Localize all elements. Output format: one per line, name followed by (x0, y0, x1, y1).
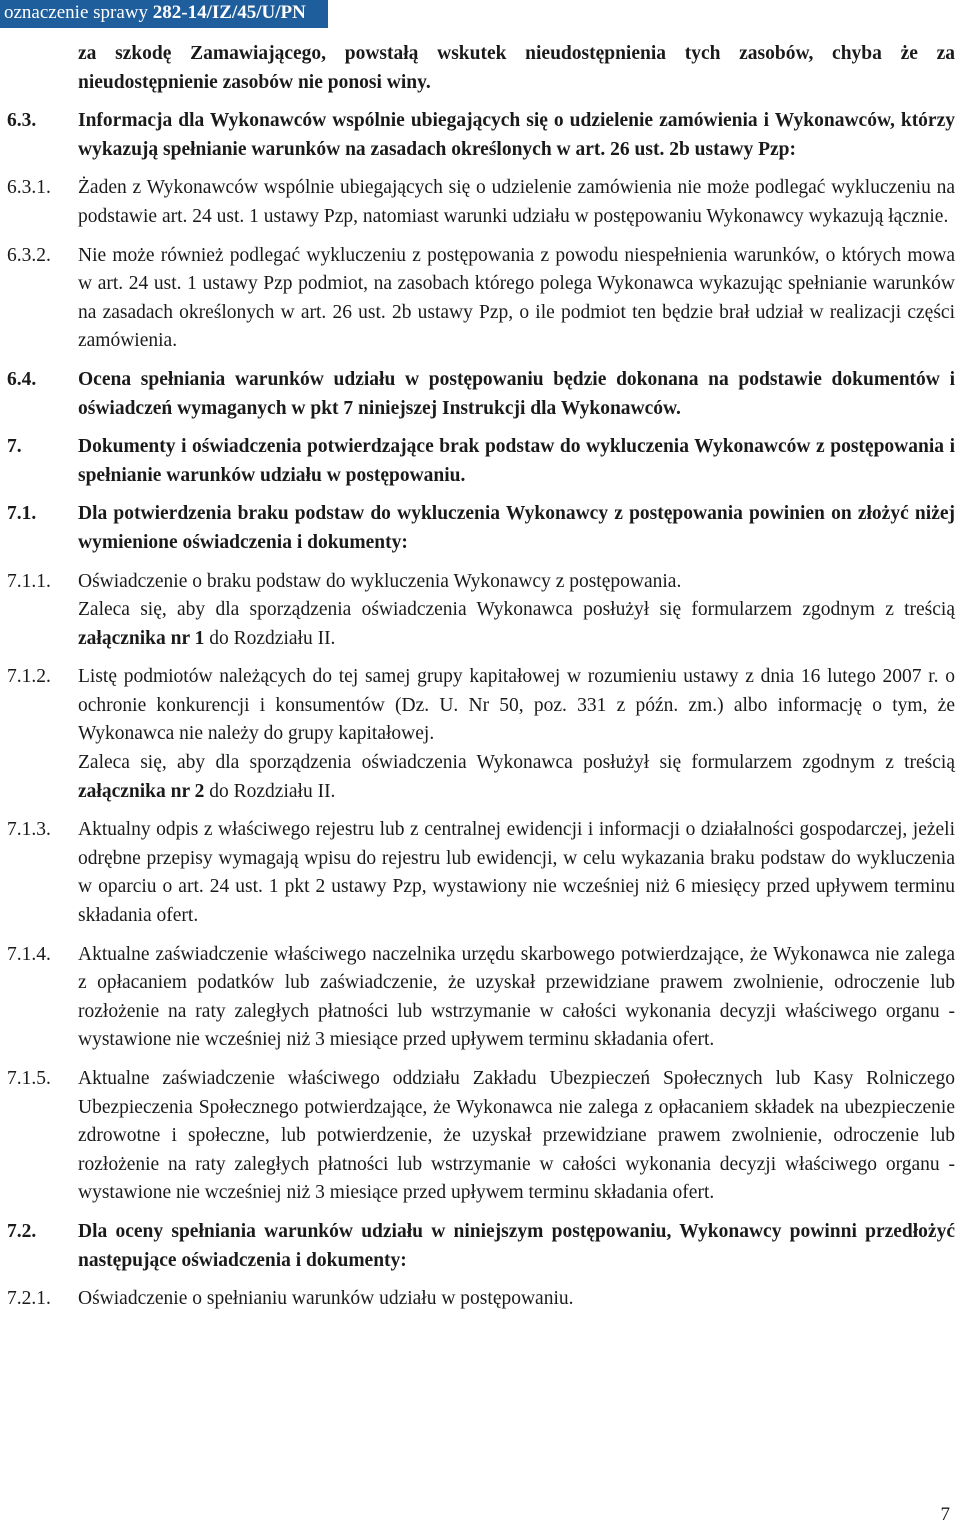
section-number: 7.1.4. (7, 943, 51, 965)
section-7-1-3 (7, 816, 955, 930)
case-number: 282-14/IZ/45/U/PN (152, 2, 306, 23)
section-text (78, 663, 955, 806)
section-6-4 (7, 366, 955, 423)
section-number: 7.1.2. (7, 666, 51, 688)
section-text (78, 816, 955, 930)
section-number: 7. (7, 436, 22, 458)
paragraph: Aktualny odpis z właściwego rejestru lub z centralnej ewidencji i informacji o działalności gospodarczej, jeżeli odrębne przepisy wymagają wpisu do rejestru lub ewidencji, w celu wykazania braku podstaw do wykluczenia w oparciu o art. 24 ust. 1 pkt 2 ustawy Pzp, wystawiony nie wcześniej niż 6 miesięcy przed upływem terminu składania ofert. (78, 819, 955, 927)
paragraph: Aktualne zaświadczenie właściwego naczelnika urzędu skarbowego potwierdzające, że Wykonawca nie zalega z opłacaniem podatków lub zaświadczenie, że uzyskał przewidziane prawem zwolnienie, odroczenie lub rozłożenie na raty zaległych płatności lub wstrzymanie w całości wykonania decyzji właściwego organu - wystawione nie wcześniej niż 3 miesiące przed upływem terminu składania ofert. (78, 943, 955, 1051)
section-6-3-1 (7, 174, 955, 231)
section-6-3-2 (7, 242, 955, 356)
section-6-3 (7, 107, 955, 164)
paragraph: Oświadczenie o spełnianiu warunków udziału w postępowaniu. (78, 1288, 574, 1310)
section-text (78, 174, 955, 231)
section-7-2-1 (7, 1285, 955, 1314)
section-number: 7.1. (7, 503, 37, 525)
section-number: 7.1.1. (7, 570, 51, 592)
section-7-1-1 (7, 568, 955, 654)
section-text (78, 1065, 955, 1208)
paragraph: Nie może również podlegać wykluczeniu z postępowania z powodu niespełnienia warunków, o których mowa w art. 24 ust. 1 ustawy Pzp podmiot, na zasobach którego polega Wykonawca wykazując spełnianie warunków na zasadach określonych w art. 26 ust. 2b ustawy Pzp, o ile podmiot ten będzie brał udział w realizacji części zamówienia. (78, 244, 955, 352)
document-page (7, 40, 955, 1324)
paragraph: Dokumenty i oświadczenia potwierdzające brak podstaw do wykluczenia Wykonawców z postępowania i spełnianie warunków udziału w postępowaniu. (78, 436, 955, 486)
section-number: 7.1.5. (7, 1068, 51, 1089)
case-label: oznaczenie sprawy (4, 2, 153, 23)
paragraph (78, 596, 955, 653)
text-run: do Rozdziału II. (204, 780, 336, 802)
section-text (78, 242, 955, 356)
text-run: Zaleca się, aby dla sporządzenia oświadczenia Wykonawca posłużył się formularzem zgodnym z treścią (78, 752, 955, 774)
section-text (78, 433, 955, 490)
section-text (78, 941, 955, 1055)
paragraph: Żaden z Wykonawców wspólnie ubiegających się o udzielenie zamówienia nie może podlegać wykluczeniu na podstawie art. 24 ust. 1 ustawy Pzp, natomiast warunki udziału w postępowaniu Wykonawcy wykazują łącznie. (78, 177, 955, 227)
text-run: do Rozdziału II. (204, 627, 336, 649)
paragraph: za szkodę Zamawiającego, powstałą wskutek nieudostępnienia tych zasobów, chyba że za nieudostępnienie zasobów nie ponosi winy. (78, 43, 955, 93)
section-7-1-2 (7, 663, 955, 806)
paragraph: Ocena spełniania warunków udziału w postępowaniu będzie dokonana na podstawie dokumentów i oświadczeń wymaganych w pkt 7 niniejszej Instrukcji dla Wykonawców. (78, 368, 955, 419)
section-number: 7.2. (7, 1220, 37, 1242)
attachment-reference: załącznika nr 2 (78, 780, 205, 802)
section-number: 6.3. (7, 110, 37, 132)
section-number: 6.3.1. (7, 177, 51, 199)
paragraph: Dla oceny spełniania warunków udziału w niniejszym postępowaniu, Wykonawcy powinni przedłożyć następujące oświadczenia i dokumenty: (78, 1220, 955, 1271)
section-text (78, 1285, 955, 1314)
paragraph: Listę podmiotów należących do tej samej grupy kapitałowej w rozumieniu ustawy z dnia 16 lutego 2007 r. o ochronie konkurencji i konsumentów (Dz. U. Nr 50, poz. 331 z późn. zm.) albo informację o tym, że Wykonawca nie należy do grupy kapitałowej. (78, 666, 955, 745)
section-7-1 (7, 500, 955, 557)
section-number: 6.4. (7, 368, 37, 390)
attachment-reference: załącznika nr 1 (78, 627, 205, 649)
section-7-2 (7, 1218, 955, 1275)
page-number: 7 (940, 1504, 950, 1525)
paragraph: Dla potwierdzenia braku podstaw do wykluczenia Wykonawcy z postępowania powinien on złożyć niżej wymienione oświadczenia i dokumenty: (78, 503, 955, 553)
paragraph: Aktualne zaświadczenie właściwego oddziału Zakładu Ubezpieczeń Społecznych lub Kasy Rolniczego Ubezpieczenia Społecznego potwierdzające, że Wykonawca nie zalega z opłacaniem składek na ubezpieczenie zdrowotne i społeczne, lub potwierdzenie, że uzyskał przewidziane prawem zwolnienie, odroczenie lub rozłożenie na raty zaległych płatności lub wstrzymanie w całości wykonania decyzji właściwego organu - wystawione nie wcześniej niż 3 miesiące przed upływem terminu składania ofert. (78, 1068, 955, 1204)
section-text (78, 366, 955, 423)
paragraph: Oświadczenie o braku podstaw do wykluczenia Wykonawcy z postępowania. (78, 570, 682, 592)
section-7-1-4 (7, 941, 955, 1055)
text-run: Zaleca się, aby dla sporządzenia oświadczenia Wykonawca posłużył się formularzem zgodnym z treścią (78, 599, 955, 621)
paragraph: Informacja dla Wykonawców wspólnie ubiegających się o udzielenie zamówienia i Wykonawców, którzy wykazują spełnianie warunków na zasadach określonych w art. 26 ust. 2b ustawy Pzp: (78, 110, 955, 160)
section-intro (7, 40, 955, 97)
paragraph (78, 749, 955, 806)
section-number: 6.3.2. (7, 244, 51, 266)
section-text (78, 40, 955, 97)
section-7 (7, 433, 955, 490)
section-text (78, 500, 955, 557)
section-text (78, 568, 955, 654)
section-number: 7.2.1. (7, 1288, 51, 1310)
section-text (78, 1218, 955, 1275)
section-7-1-5 (7, 1065, 955, 1208)
section-text (78, 107, 955, 164)
case-number-header (0, 0, 328, 28)
section-number: 7.1.3. (7, 819, 51, 841)
